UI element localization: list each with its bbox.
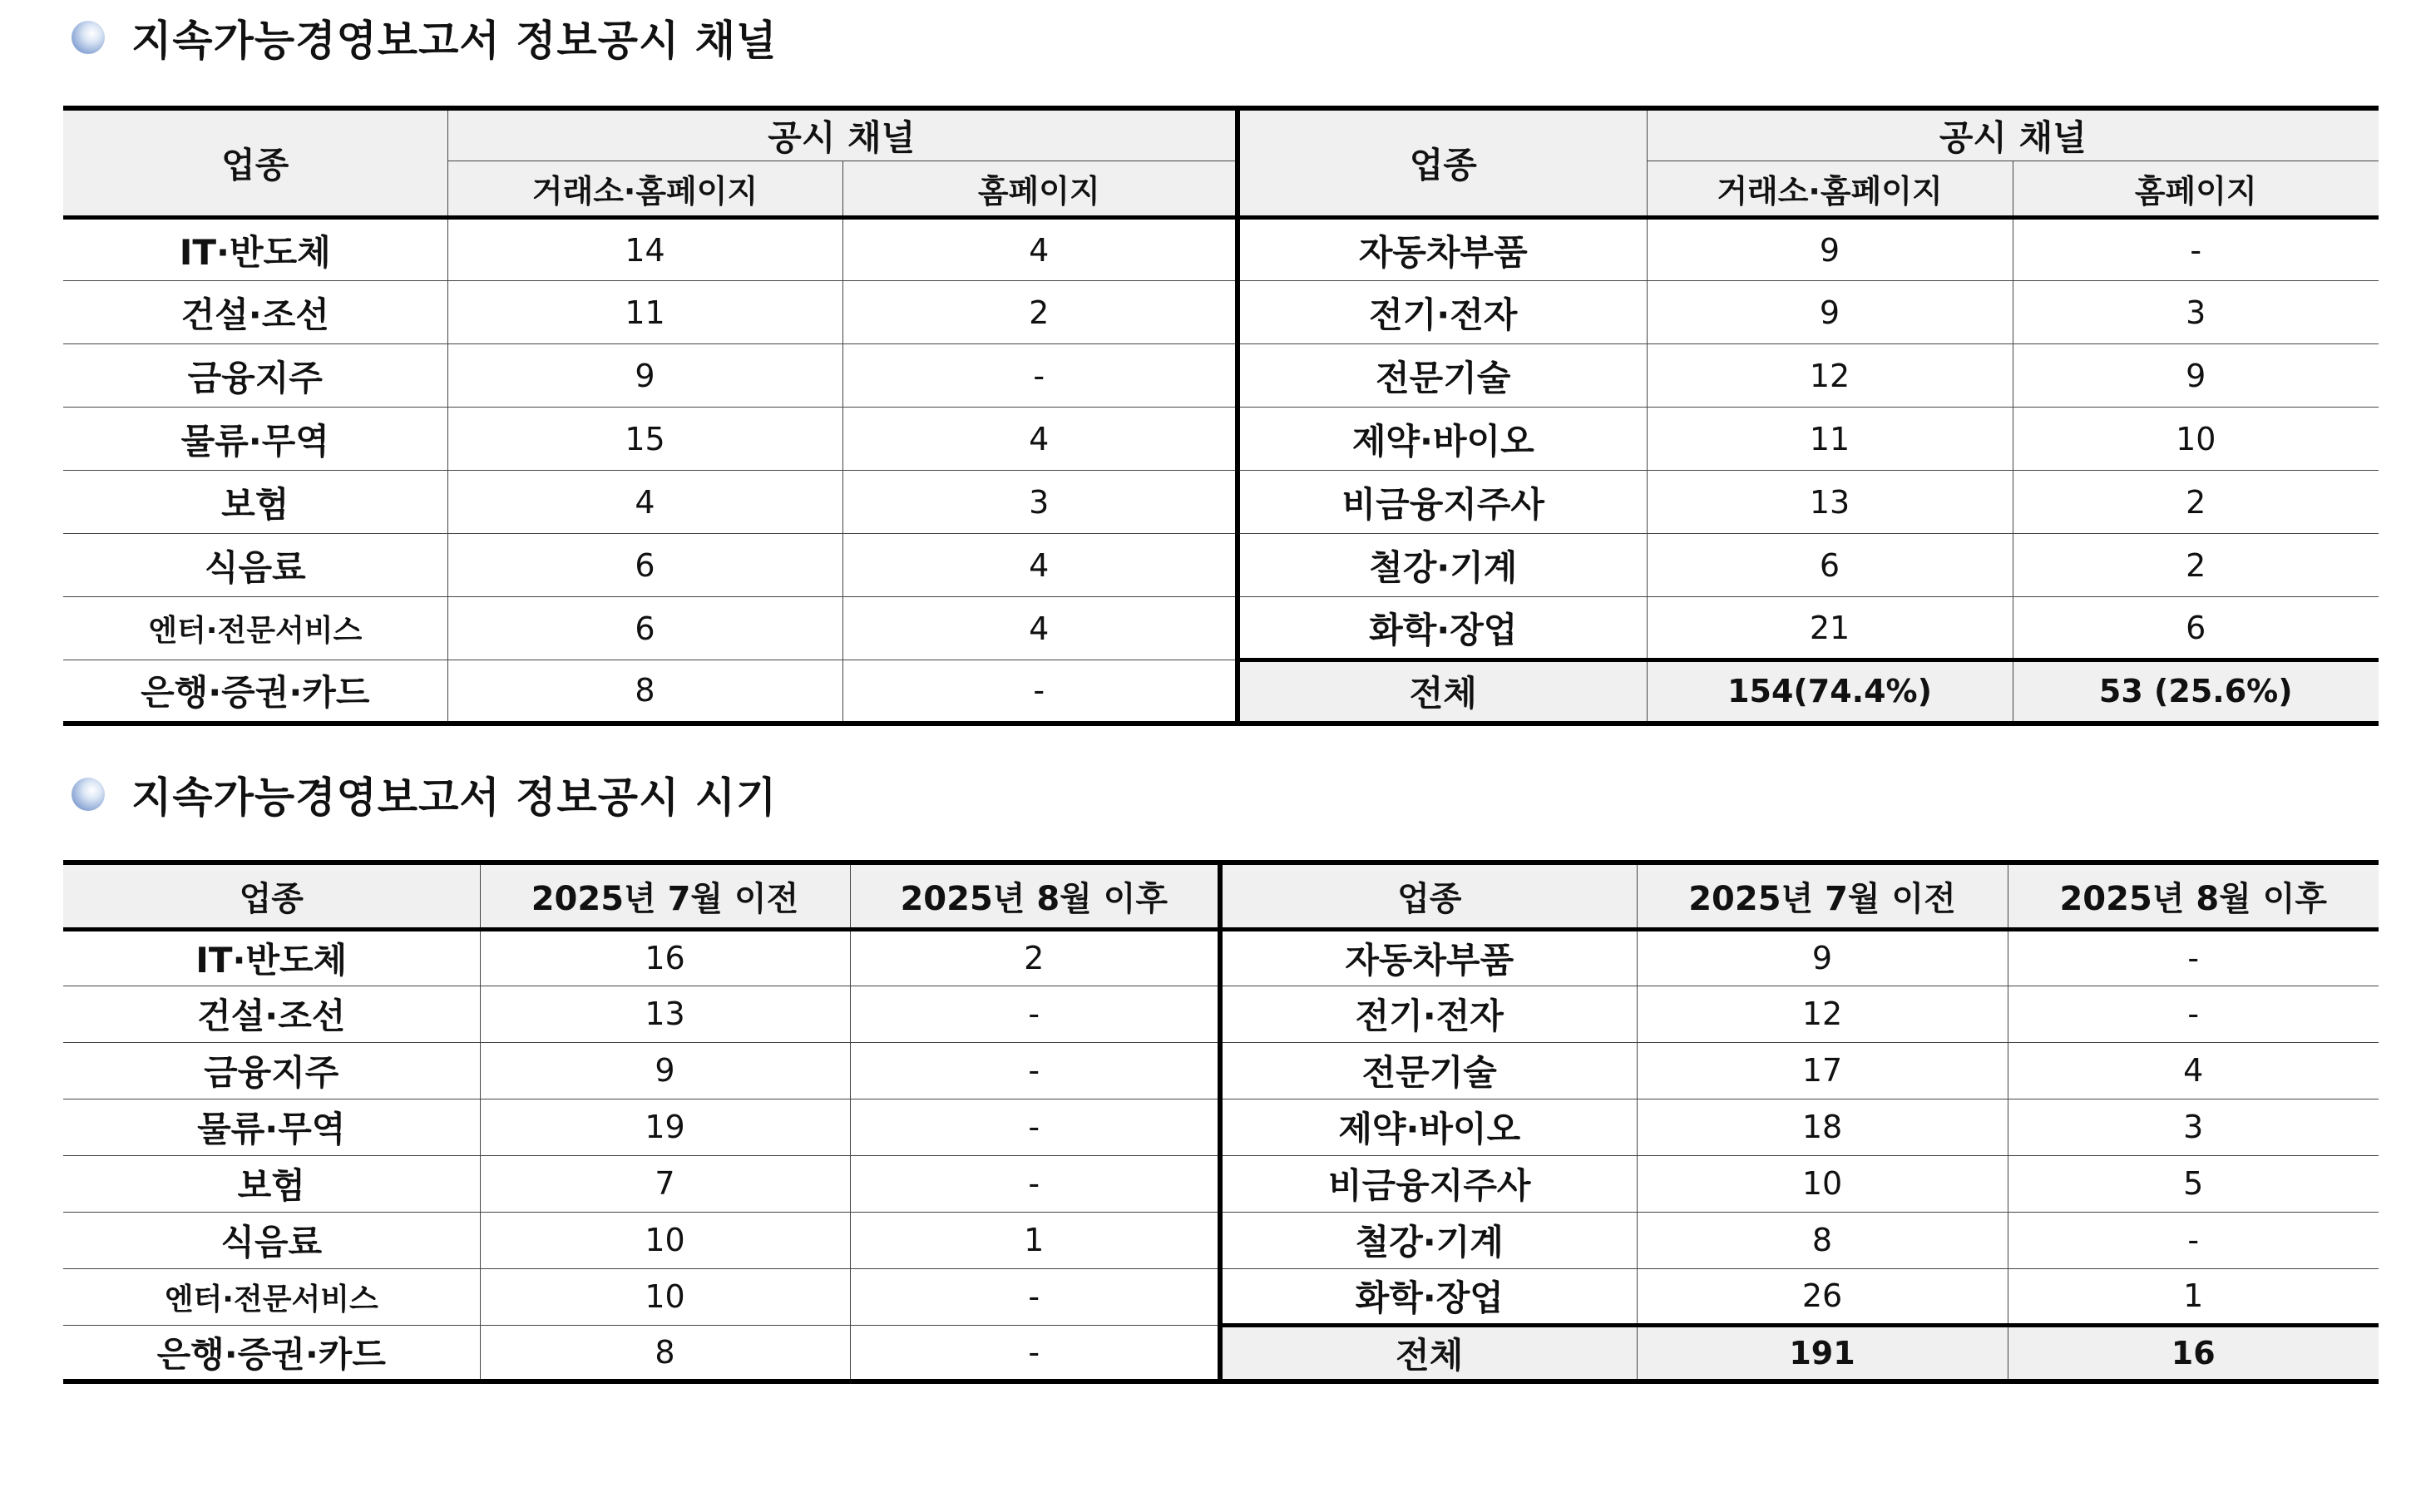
- table-row: [63, 1042, 2379, 1099]
- value-cell: 3: [842, 471, 1238, 534]
- value-cell: 13: [480, 986, 850, 1042]
- header-channel-group: 공시 채널: [1647, 108, 2379, 161]
- total-value: 53 (25.6%): [2013, 660, 2379, 724]
- section-title-text: 지속가능경영보고서 정보공시 채널: [131, 17, 778, 65]
- table-row: [63, 408, 2379, 471]
- table-row: [63, 1325, 2379, 1381]
- value-cell: -: [842, 344, 1238, 408]
- industry-cell: 전기·전자: [1220, 986, 1637, 1042]
- industry-cell: 식음료: [63, 1212, 480, 1268]
- section-title-disclosure-timing: [72, 763, 777, 825]
- value-cell: 10: [2013, 408, 2379, 471]
- industry-cell: IT·반도체: [63, 218, 447, 281]
- header-homepage: 홈페이지: [842, 161, 1238, 218]
- value-cell: 2: [2013, 471, 2379, 534]
- industry-cell: 화학·장업: [1238, 597, 1647, 660]
- value-cell: 16: [480, 929, 850, 986]
- total-label: 전체: [1220, 1325, 1637, 1381]
- industry-cell: 철강·기계: [1238, 534, 1647, 597]
- value-cell: 8: [1637, 1212, 2008, 1268]
- header-channel-group: 공시 채널: [447, 108, 1238, 161]
- value-cell: 11: [1647, 408, 2013, 471]
- value-cell: 4: [842, 597, 1238, 660]
- header-exchange-homepage: 거래소·홈페이지: [447, 161, 842, 218]
- industry-cell: 철강·기계: [1220, 1212, 1637, 1268]
- value-cell: 8: [480, 1325, 850, 1381]
- total-value: 191: [1637, 1325, 2008, 1381]
- industry-cell: IT·반도체: [63, 929, 480, 986]
- bullet-icon: [72, 21, 105, 54]
- header-before-july: 2025년 7월 이전: [1637, 862, 2008, 929]
- value-cell: -: [2013, 218, 2379, 281]
- industry-cell: 화학·장업: [1220, 1268, 1637, 1325]
- value-cell: -: [842, 660, 1238, 724]
- value-cell: -: [2008, 1212, 2379, 1268]
- value-cell: 11: [447, 281, 842, 344]
- value-cell: -: [850, 1099, 1220, 1155]
- header-industry: 업종: [1220, 862, 1637, 929]
- section-title-text: 지속가능경영보고서 정보공시 시기: [131, 773, 778, 822]
- bullet-icon: [72, 778, 105, 811]
- industry-cell: 전문기술: [1220, 1042, 1637, 1099]
- value-cell: 10: [1637, 1155, 2008, 1212]
- table-row: [63, 1212, 2379, 1268]
- industry-cell: 전문기술: [1238, 344, 1647, 408]
- value-cell: 2: [2013, 534, 2379, 597]
- value-cell: -: [850, 1042, 1220, 1099]
- value-cell: 10: [480, 1212, 850, 1268]
- industry-cell: 물류·무역: [63, 1099, 480, 1155]
- table-row: [63, 1099, 2379, 1155]
- value-cell: 1: [2008, 1268, 2379, 1325]
- value-cell: -: [850, 1268, 1220, 1325]
- value-cell: 26: [1637, 1268, 2008, 1325]
- table-row: [63, 218, 2379, 281]
- disclosure-channel-table: [63, 106, 2379, 726]
- total-label: 전체: [1238, 660, 1647, 724]
- value-cell: 9: [447, 344, 842, 408]
- value-cell: 21: [1647, 597, 2013, 660]
- value-cell: 10: [480, 1268, 850, 1325]
- value-cell: 12: [1637, 986, 2008, 1042]
- industry-cell: 금융지주: [63, 1042, 480, 1099]
- header-industry: 업종: [63, 862, 480, 929]
- value-cell: 1: [850, 1212, 1220, 1268]
- value-cell: 15: [447, 408, 842, 471]
- value-cell: 2: [850, 929, 1220, 986]
- value-cell: 6: [447, 597, 842, 660]
- value-cell: 3: [2008, 1099, 2379, 1155]
- value-cell: 3: [2013, 281, 2379, 344]
- value-cell: 4: [842, 534, 1238, 597]
- industry-cell: 비금융지주사: [1220, 1155, 1637, 1212]
- industry-cell: 제약·바이오: [1238, 408, 1647, 471]
- industry-cell: 엔터·전문서비스: [63, 597, 447, 660]
- value-cell: 9: [1647, 218, 2013, 281]
- value-cell: 14: [447, 218, 842, 281]
- value-cell: 4: [842, 408, 1238, 471]
- industry-cell: 자동차부품: [1238, 218, 1647, 281]
- industry-cell: 은행·증권·카드: [63, 660, 447, 724]
- table-row: [63, 1155, 2379, 1212]
- industry-cell: 물류·무역: [63, 408, 447, 471]
- industry-cell: 제약·바이오: [1220, 1099, 1637, 1155]
- value-cell: 18: [1637, 1099, 2008, 1155]
- header-before-july: 2025년 7월 이전: [480, 862, 850, 929]
- table-row: [63, 986, 2379, 1042]
- value-cell: 4: [447, 471, 842, 534]
- industry-cell: 은행·증권·카드: [63, 1325, 480, 1381]
- value-cell: 5: [2008, 1155, 2379, 1212]
- header-industry: 업종: [1238, 108, 1647, 218]
- header-industry: 업종: [63, 108, 447, 218]
- table-row: [63, 597, 2379, 660]
- total-value: 16: [2008, 1325, 2379, 1381]
- header-exchange-homepage: 거래소·홈페이지: [1647, 161, 2013, 218]
- industry-cell: 식음료: [63, 534, 447, 597]
- table-row: [63, 534, 2379, 597]
- total-value: 154(74.4%): [1647, 660, 2013, 724]
- industry-cell: 금융지주: [63, 344, 447, 408]
- table-row: [63, 344, 2379, 408]
- value-cell: 9: [2013, 344, 2379, 408]
- table-row: [63, 1268, 2379, 1325]
- industry-cell: 보험: [63, 471, 447, 534]
- header-after-august: 2025년 8월 이후: [850, 862, 1220, 929]
- industry-cell: 엔터·전문서비스: [63, 1268, 480, 1325]
- industry-cell: 비금융지주사: [1238, 471, 1647, 534]
- value-cell: 7: [480, 1155, 850, 1212]
- value-cell: 6: [2013, 597, 2379, 660]
- table-row: [63, 929, 2379, 986]
- value-cell: -: [2008, 929, 2379, 986]
- industry-cell: 건설·조선: [63, 281, 447, 344]
- table-row: [63, 660, 2379, 724]
- table-row: [63, 281, 2379, 344]
- value-cell: 9: [480, 1042, 850, 1099]
- value-cell: 6: [1647, 534, 2013, 597]
- value-cell: 17: [1637, 1042, 2008, 1099]
- section-title-disclosure-channel: [72, 7, 777, 68]
- value-cell: -: [850, 986, 1220, 1042]
- value-cell: 4: [2008, 1042, 2379, 1099]
- value-cell: 13: [1647, 471, 2013, 534]
- value-cell: 4: [842, 218, 1238, 281]
- disclosure-timing-table: [63, 860, 2379, 1384]
- value-cell: 6: [447, 534, 842, 597]
- value-cell: 12: [1647, 344, 2013, 408]
- industry-cell: 건설·조선: [63, 986, 480, 1042]
- header-homepage: 홈페이지: [2013, 161, 2379, 218]
- value-cell: 2: [842, 281, 1238, 344]
- header-after-august: 2025년 8월 이후: [2008, 862, 2379, 929]
- industry-cell: 보험: [63, 1155, 480, 1212]
- table-row: [63, 471, 2379, 534]
- value-cell: -: [2008, 986, 2379, 1042]
- industry-cell: 전기·전자: [1238, 281, 1647, 344]
- value-cell: -: [850, 1155, 1220, 1212]
- value-cell: 8: [447, 660, 842, 724]
- value-cell: 9: [1647, 281, 2013, 344]
- value-cell: 19: [480, 1099, 850, 1155]
- value-cell: 9: [1637, 929, 2008, 986]
- industry-cell: 자동차부품: [1220, 929, 1637, 986]
- value-cell: -: [850, 1325, 1220, 1381]
